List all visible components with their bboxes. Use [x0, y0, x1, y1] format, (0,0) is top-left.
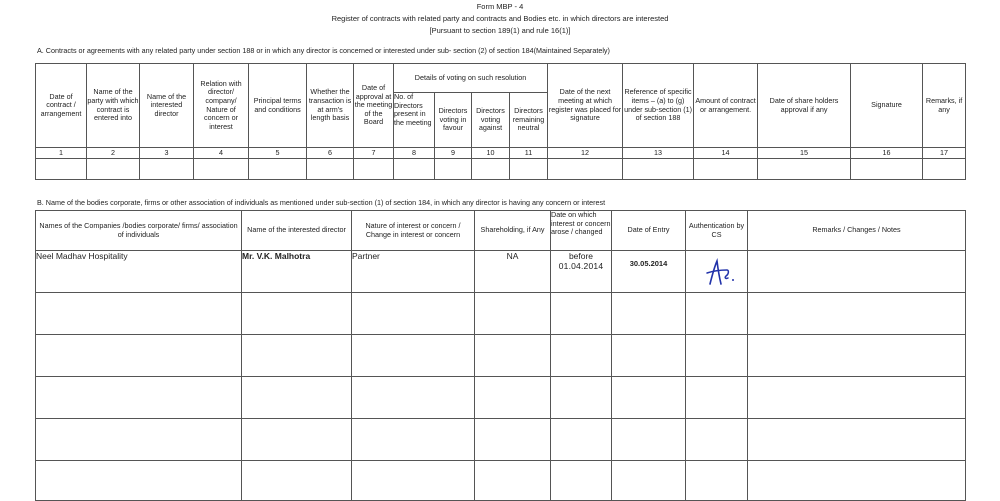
table-row: [36, 251, 966, 293]
company-name: Neel Madhav Hospitality: [36, 251, 242, 293]
col-voting-favour: Directors voting in favour: [435, 93, 472, 148]
col-remarks-notes: Remarks / Changes / Notes: [748, 211, 966, 251]
remarks-value: [748, 251, 966, 293]
contracts-table: [35, 63, 966, 180]
column-number: 14: [694, 148, 758, 159]
column-number: 17: [923, 148, 966, 159]
date-value: 01.04.2014: [558, 261, 604, 272]
table-row: [36, 461, 966, 501]
column-number: 3: [140, 148, 194, 159]
column-number: 1: [36, 148, 87, 159]
section-a-heading: A. Contracts or agreements with any related party under section 188 or in which any director is concerned or interested under sub- section (2) of section 184(Maintained Separately): [37, 46, 610, 55]
col-nature-of-interest: Nature of interest or concern / Change in interest or concern: [352, 211, 475, 251]
col-interested-director: Name of the interested director: [242, 211, 352, 251]
director-name: Mr. V.K. Malhotra: [242, 251, 352, 293]
column-number: 2: [87, 148, 140, 159]
empty-contract-row: [36, 159, 966, 180]
col-shareholding: Shareholding, if Any: [475, 211, 551, 251]
col-date-of-contract: Date of contract / arrangement: [36, 64, 87, 148]
shareholding-value: NA: [475, 251, 551, 293]
col-board-approval-date: Date of approval at the meeting of the Board: [354, 64, 394, 148]
pursuant-note: [Pursuant to section 189(1) and rule 16(1)]: [429, 26, 571, 35]
cs-signature-mark: [700, 258, 750, 288]
register-title: Register of contracts with related party and contracts and Bodies etc. in which directors are interested: [331, 14, 669, 23]
column-number: 12: [548, 148, 623, 159]
date-prefix: before: [568, 251, 594, 261]
table-row: [36, 419, 966, 461]
col-company-names: Names of the Companies /bodies corporate/ firms/ association of individuals: [36, 211, 242, 251]
nature-value: Partner: [352, 251, 475, 293]
col-date-interest-arose: Date on which interest or concern arose / changed: [551, 211, 612, 251]
column-number: 5: [249, 148, 307, 159]
col-party-name: Name of the party with which contract is entered into: [87, 64, 140, 148]
col-remaining-neutral: Directors remaining neutral: [510, 93, 548, 148]
column-number: 8: [394, 148, 435, 159]
column-number-row: [36, 148, 966, 159]
column-number: 15: [758, 148, 851, 159]
col-principal-terms: Principal terms and conditions: [249, 64, 307, 148]
column-number: 16: [851, 148, 923, 159]
table-row: [36, 335, 966, 377]
section-b-heading: B. Name of the bodies corporate, firms or other association of individuals as mentioned under sub-section (1) of section 184, in which any director is having any concern or interest: [37, 198, 606, 207]
voting-details-header: Details of voting on such resolution: [394, 64, 548, 93]
col-signature: Signature: [851, 64, 923, 148]
column-number: 4: [194, 148, 249, 159]
col-date-of-entry: Date of Entry: [612, 211, 686, 251]
table-row: [36, 377, 966, 419]
column-number: 9: [435, 148, 472, 159]
table-row: [36, 293, 966, 335]
col-amount: Amount of contract or arrangement.: [694, 64, 758, 148]
entry-date-value: 30.05.2014: [612, 251, 686, 293]
col-relation: Relation with director/ company/ Nature of concern or interest: [194, 64, 249, 148]
col-interested-director: Name of the interested director: [140, 64, 194, 148]
form-number: Form MBP - 4: [476, 2, 524, 11]
col-authentication: Authentication by CS: [686, 211, 748, 251]
column-number: 7: [354, 148, 394, 159]
col-next-meeting-date: Date of the next meeting at which register was placed for signature: [548, 64, 623, 148]
column-number: 6: [307, 148, 354, 159]
date-interest-arose-value: [551, 251, 612, 293]
column-number: 10: [472, 148, 510, 159]
col-shareholder-approval: Date of share holders approval if any: [758, 64, 851, 148]
column-number: 11: [510, 148, 548, 159]
col-directors-present: No. of Directors present in the meeting: [394, 93, 435, 148]
column-number: 13: [623, 148, 694, 159]
bodies-corporate-table: [35, 210, 966, 501]
col-voting-against: Directors voting against: [472, 93, 510, 148]
col-arms-length: Whether the transaction is at arm's length basis: [307, 64, 354, 148]
col-remarks: Remarks, if any: [923, 64, 966, 148]
col-section-reference: Reference of specific items – (a) to (g) under sub-section (1) of section 188: [623, 64, 694, 148]
